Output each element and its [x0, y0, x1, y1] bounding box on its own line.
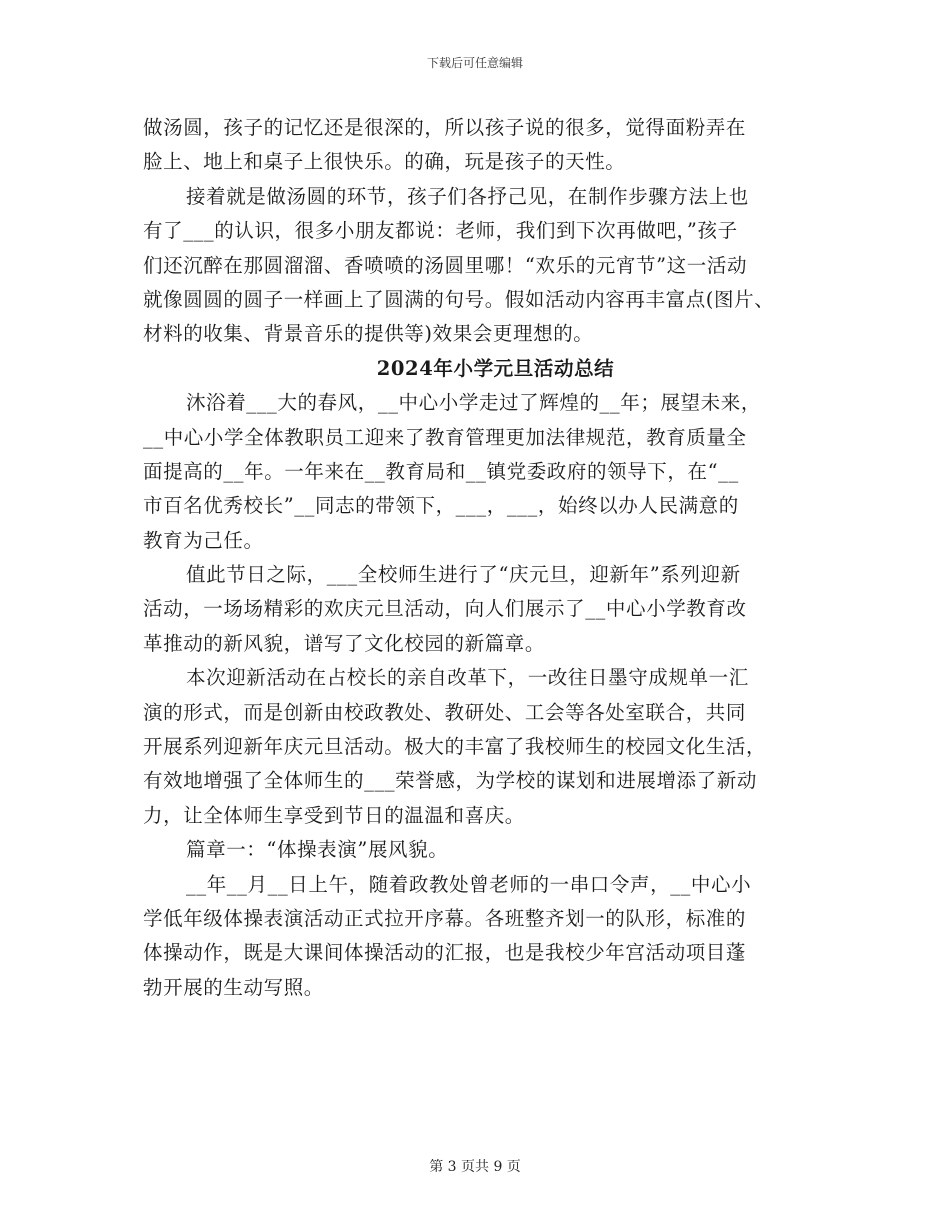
- text-line: 革推动的新风貌，谱写了文化校园的新篇章。: [143, 631, 546, 655]
- text-line: 体操动作，既是大课间体操活动的汇报，也是我校少年宫活动项目蓬: [143, 941, 747, 965]
- text-line: 们还沉醉在那圆溜溜、香喷喷的汤圆里哪！“欢乐的元宵节”这一活动: [143, 253, 748, 277]
- text-line: 教育为己任。: [143, 528, 264, 552]
- text-line: 材料的收集、背景音乐的提供等)效果会更理想的。: [143, 322, 594, 346]
- text-line: 学低年级体操表演活动正式拉开序幕。各班整齐划一的队形，标准的: [143, 906, 747, 930]
- text-line: 接着就是做汤圆的环节，孩子们各抒己见，在制作步骤方法上也: [186, 184, 749, 208]
- text-line: 开展系列迎新年庆元旦活动。极大的丰富了我校师生的校园文化生活，: [143, 735, 767, 759]
- document-body: [143, 112, 818, 1006]
- text-line: 沐浴着___大的春风，__中心小学走过了辉煌的__年；展望未来，: [186, 391, 761, 415]
- page-footer: 第 3 页共 9 页: [429, 1159, 521, 1175]
- text-line: 有了___的认识，很多小朋友都说：老师，我们到下次再做吧，”孩子: [143, 219, 738, 243]
- text-line: 力，让全体师生享受到节日的温温和喜庆。: [143, 803, 525, 827]
- section-title: 2024年小学元旦活动总结: [376, 356, 615, 380]
- text-line: 篇章一：“体操表演”展风貌。: [186, 838, 449, 862]
- text-line: 本次迎新活动在占校长的亲自改革下，一改往日墨守成规单一汇: [186, 666, 749, 690]
- text-line: 市百名优秀校长”__同志的带领下，___，___，始终以办人民满意的: [143, 494, 739, 518]
- text-line: 活动，一场场精彩的欢庆元旦活动，向人们展示了__中心小学教育改: [143, 597, 747, 621]
- text-line: __年__月__日上午，随着政教处曾老师的一串口令声，__中心小: [186, 872, 752, 896]
- page-header: 下载后可任意编辑: [426, 56, 523, 70]
- text-line: __中心小学全体教职员工迎来了教育管理更加法律规范，教育质量全: [143, 425, 747, 449]
- text-line: 演的形式，而是创新由校政教处、教研处、工会等各处室联合，共同: [143, 700, 747, 724]
- text-line: 做汤圆，孩子的记忆还是很深的，所以孩子说的很多，觉得面粉弄在: [143, 116, 747, 139]
- text-line: 面提高的__年。一年来在__教育局和__镇党委政府的领导下，在“__: [143, 459, 739, 483]
- text-line: 值此节日之际，___全校师生进行了“庆元旦，迎新年”系列迎新: [186, 563, 741, 587]
- text-line: 勃开展的生动写照。: [143, 975, 324, 999]
- text-line: 有效地增强了全体师生的___荣誉感，为学校的谋划和进展增添了新动: [143, 769, 757, 793]
- text-line: 就像圆圆的圆子一样画上了圆满的句号。假如活动内容再丰富点(图片、: [143, 287, 775, 311]
- text-line: 脸上、地上和桌子上很快乐。的确，玩是孩子的天性。: [143, 150, 626, 174]
